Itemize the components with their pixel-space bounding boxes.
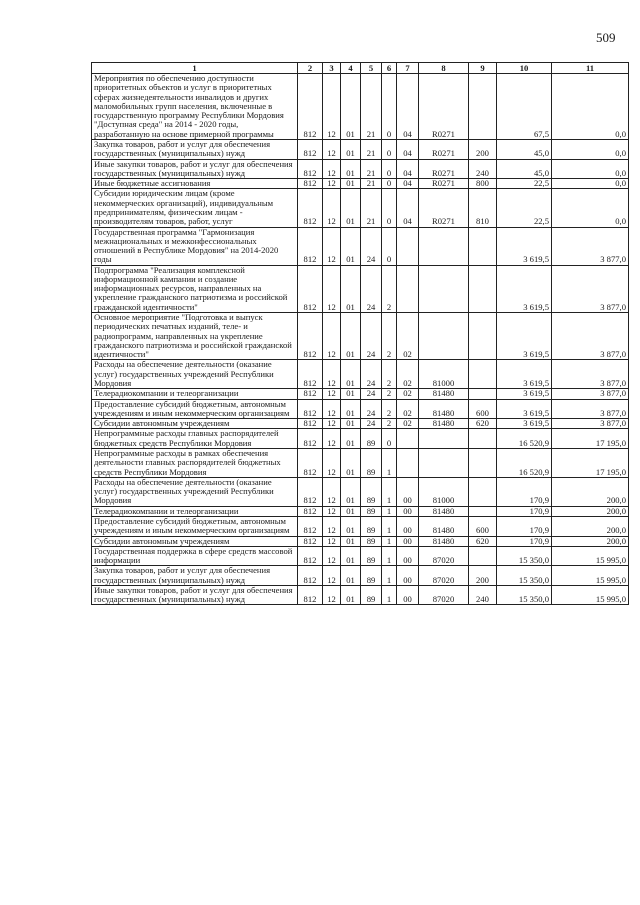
amount-cell: 3 877,0 — [552, 399, 629, 419]
code-cell: 00 — [397, 536, 419, 546]
table-row — [92, 74, 629, 140]
code-cell: 12 — [323, 585, 341, 605]
code-cell: 01 — [341, 189, 361, 227]
amount-cell: 0,0 — [552, 189, 629, 227]
row-name-cell: Предоставление субсидий бюджетным, автономным учреждениям и иным некоммерческим организациям — [92, 516, 298, 536]
code-cell: 81480 — [419, 516, 469, 536]
code-cell: 0 — [382, 74, 397, 140]
code-cell: 240 — [469, 159, 497, 179]
code-cell: 0 — [382, 429, 397, 449]
code-cell: 812 — [298, 546, 323, 566]
code-cell: 89 — [361, 536, 382, 546]
code-cell: 01 — [341, 585, 361, 605]
code-cell: 812 — [298, 189, 323, 227]
amount-cell: 3 619,5 — [497, 227, 552, 265]
amount-cell: 17 195,0 — [552, 448, 629, 477]
code-cell: 810 — [469, 189, 497, 227]
code-cell: 2 — [382, 313, 397, 360]
amount-cell: 3 877,0 — [552, 389, 629, 399]
code-cell: 800 — [469, 179, 497, 189]
column-header: 5 — [361, 63, 382, 74]
code-cell: 0 — [382, 159, 397, 179]
code-cell: 12 — [323, 313, 341, 360]
code-cell: 24 — [361, 360, 382, 389]
code-cell — [397, 265, 419, 312]
table-row — [92, 139, 629, 159]
code-cell: 12 — [323, 74, 341, 140]
code-cell: 12 — [323, 566, 341, 586]
code-cell: 89 — [361, 477, 382, 506]
code-cell — [469, 429, 497, 449]
code-cell: 87020 — [419, 585, 469, 605]
code-cell: 24 — [361, 389, 382, 399]
code-cell: 01 — [341, 227, 361, 265]
amount-cell: 45,0 — [497, 139, 552, 159]
code-cell: 02 — [397, 389, 419, 399]
code-cell: 87020 — [419, 566, 469, 586]
code-cell — [397, 227, 419, 265]
code-cell: 00 — [397, 477, 419, 506]
amount-cell: 45,0 — [497, 159, 552, 179]
table-row — [92, 389, 629, 399]
code-cell — [469, 448, 497, 477]
code-cell: 24 — [361, 227, 382, 265]
code-cell — [469, 265, 497, 312]
header-row — [92, 63, 629, 74]
code-cell: 812 — [298, 419, 323, 429]
code-cell: 24 — [361, 265, 382, 312]
code-cell: 240 — [469, 585, 497, 605]
code-cell: 200 — [469, 566, 497, 586]
amount-cell: 200,0 — [552, 506, 629, 516]
code-cell: 12 — [323, 389, 341, 399]
amount-cell: 0,0 — [552, 159, 629, 179]
code-cell: 812 — [298, 399, 323, 419]
code-cell: 12 — [323, 360, 341, 389]
code-cell: 12 — [323, 399, 341, 419]
code-cell: 812 — [298, 516, 323, 536]
amount-cell: 170,9 — [497, 516, 552, 536]
row-name-cell: Субсидии автономным учреждениям — [92, 419, 298, 429]
column-header: 6 — [382, 63, 397, 74]
code-cell — [469, 477, 497, 506]
code-cell: 01 — [341, 516, 361, 536]
code-cell: 01 — [341, 536, 361, 546]
amount-cell: 15 350,0 — [497, 566, 552, 586]
row-name-cell: Государственная поддержка в сфере средств массовой информации — [92, 546, 298, 566]
code-cell: R0271 — [419, 159, 469, 179]
code-cell — [397, 429, 419, 449]
code-cell: 89 — [361, 506, 382, 516]
row-name-cell: Иные закупки товаров, работ и услуг для обеспечения государственных (муниципальных) нужд — [92, 585, 298, 605]
code-cell: 1 — [382, 448, 397, 477]
amount-cell: 3 877,0 — [552, 313, 629, 360]
code-cell: 89 — [361, 516, 382, 536]
amount-cell: 3 619,5 — [497, 419, 552, 429]
code-cell: 812 — [298, 360, 323, 389]
code-cell: 21 — [361, 179, 382, 189]
amount-cell: 16 520,9 — [497, 448, 552, 477]
code-cell: 01 — [341, 74, 361, 140]
code-cell: 1 — [382, 546, 397, 566]
row-name-cell: Телерадиокомпании и телеорганизации — [92, 389, 298, 399]
code-cell: 89 — [361, 546, 382, 566]
row-name-cell: Подпрограмма "Реализация комплексной информационной кампании и создание информационных ресурсов, направленных на укрепление гражданского патриотизма и российской гражданской идентичности" — [92, 265, 298, 312]
code-cell: 01 — [341, 448, 361, 477]
row-name-cell: Непрограммные расходы главных распорядителей бюджетных средств Республики Мордовия — [92, 429, 298, 449]
code-cell: 620 — [469, 419, 497, 429]
code-cell: 89 — [361, 448, 382, 477]
code-cell: 2 — [382, 265, 397, 312]
code-cell: 00 — [397, 516, 419, 536]
code-cell: 24 — [361, 399, 382, 419]
code-cell: 812 — [298, 536, 323, 546]
table-row — [92, 313, 629, 360]
amount-cell: 3 619,5 — [497, 389, 552, 399]
amount-cell: 200,0 — [552, 516, 629, 536]
code-cell — [469, 227, 497, 265]
code-cell: 812 — [298, 477, 323, 506]
code-cell: 812 — [298, 74, 323, 140]
amount-cell: 17 195,0 — [552, 429, 629, 449]
row-name-cell: Телерадиокомпании и телеорганизации — [92, 506, 298, 516]
amount-cell: 67,5 — [497, 74, 552, 140]
code-cell: 12 — [323, 536, 341, 546]
code-cell — [419, 265, 469, 312]
amount-cell: 3 619,5 — [497, 360, 552, 389]
code-cell: R0271 — [419, 189, 469, 227]
code-cell: 01 — [341, 546, 361, 566]
row-name-cell: Мероприятия по обеспечению доступности приоритетных объектов и услуг в приоритетных сферах жизнедеятельности инвалидов и других маломобильных групп населения, включенные в государственную программу Республики Мордовия "Доступная среда" на 2014 - 2020 годы, разработанную на основе примерной программы — [92, 74, 298, 140]
code-cell — [469, 506, 497, 516]
amount-cell: 3 877,0 — [552, 360, 629, 389]
code-cell: 21 — [361, 74, 382, 140]
amount-cell: 3 877,0 — [552, 265, 629, 312]
code-cell: 81480 — [419, 506, 469, 516]
column-header: 9 — [469, 63, 497, 74]
amount-cell: 200,0 — [552, 536, 629, 546]
table-row — [92, 419, 629, 429]
table-row — [92, 448, 629, 477]
row-name-cell: Субсидии юридическим лицам (кроме некоммерческих организаций), индивидуальным предпринимателям, физическим лицам - производителям товаров, работ, услуг — [92, 189, 298, 227]
code-cell: 21 — [361, 189, 382, 227]
code-cell: 812 — [298, 139, 323, 159]
row-name-cell: Иные закупки товаров, работ и услуг для обеспечения государственных (муниципальных) нужд — [92, 159, 298, 179]
code-cell: 2 — [382, 389, 397, 399]
column-header: 8 — [419, 63, 469, 74]
code-cell: 01 — [341, 506, 361, 516]
amount-cell: 15 995,0 — [552, 585, 629, 605]
code-cell: 12 — [323, 419, 341, 429]
code-cell: 01 — [341, 429, 361, 449]
amount-cell: 3 619,5 — [497, 313, 552, 360]
row-name-cell: Субсидии автономным учреждениям — [92, 536, 298, 546]
code-cell: 81480 — [419, 536, 469, 546]
code-cell: 12 — [323, 139, 341, 159]
code-cell: 12 — [323, 189, 341, 227]
table-row — [92, 585, 629, 605]
code-cell: 812 — [298, 566, 323, 586]
code-cell: 00 — [397, 566, 419, 586]
row-name-cell: Основное мероприятие "Подготовка и выпуск периодических печатных изданий, теле- и радиопрограмм, направленных на укрепление гражданского патриотизма и российской гражданской идентичности" — [92, 313, 298, 360]
code-cell: 2 — [382, 399, 397, 419]
code-cell: 00 — [397, 506, 419, 516]
budget-table — [91, 62, 629, 605]
code-cell: 812 — [298, 313, 323, 360]
code-cell: 01 — [341, 389, 361, 399]
amount-cell: 22,5 — [497, 189, 552, 227]
row-name-cell: Расходы на обеспечение деятельности (оказание услуг) государственных учреждений Республики Мордовия — [92, 477, 298, 506]
code-cell: 600 — [469, 399, 497, 419]
code-cell: 01 — [341, 139, 361, 159]
table-row — [92, 516, 629, 536]
table-row — [92, 159, 629, 179]
code-cell: 04 — [397, 74, 419, 140]
code-cell: 12 — [323, 546, 341, 566]
code-cell: 04 — [397, 189, 419, 227]
column-header: 1 — [92, 63, 298, 74]
code-cell: 812 — [298, 585, 323, 605]
table-row — [92, 546, 629, 566]
code-cell: 01 — [341, 265, 361, 312]
code-cell: 04 — [397, 139, 419, 159]
code-cell: 01 — [341, 419, 361, 429]
code-cell: 87020 — [419, 546, 469, 566]
code-cell: 812 — [298, 506, 323, 516]
code-cell: 12 — [323, 429, 341, 449]
code-cell — [469, 389, 497, 399]
code-cell — [419, 448, 469, 477]
code-cell — [397, 448, 419, 477]
code-cell: 89 — [361, 566, 382, 586]
code-cell — [469, 546, 497, 566]
row-name-cell: Иные бюджетные ассигнования — [92, 179, 298, 189]
amount-cell: 15 350,0 — [497, 546, 552, 566]
code-cell: 00 — [397, 546, 419, 566]
code-cell: 01 — [341, 360, 361, 389]
code-cell: 81480 — [419, 389, 469, 399]
column-header: 4 — [341, 63, 361, 74]
amount-cell: 0,0 — [552, 139, 629, 159]
code-cell: 812 — [298, 265, 323, 312]
code-cell: 01 — [341, 179, 361, 189]
code-cell: 1 — [382, 516, 397, 536]
column-header: 2 — [298, 63, 323, 74]
code-cell: 1 — [382, 506, 397, 516]
code-cell: 12 — [323, 179, 341, 189]
amount-cell: 170,9 — [497, 536, 552, 546]
row-name-cell: Государственная программа "Гармонизация межнациональных и межконфессиональных отношений в Республике Мордовия" на 2014-2020 годы — [92, 227, 298, 265]
code-cell: 1 — [382, 477, 397, 506]
code-cell: 0 — [382, 227, 397, 265]
row-name-cell: Предоставление субсидий бюджетным, автономным учреждениям и иным некоммерческим организациям — [92, 399, 298, 419]
table-row — [92, 477, 629, 506]
code-cell: 00 — [397, 585, 419, 605]
code-cell: 2 — [382, 360, 397, 389]
code-cell: R0271 — [419, 179, 469, 189]
code-cell: 12 — [323, 516, 341, 536]
table-row — [92, 399, 629, 419]
code-cell: 01 — [341, 566, 361, 586]
amount-cell: 15 350,0 — [497, 585, 552, 605]
amount-cell: 170,9 — [497, 506, 552, 516]
table-row — [92, 506, 629, 516]
code-cell: R0271 — [419, 74, 469, 140]
code-cell — [469, 74, 497, 140]
table-row — [92, 360, 629, 389]
code-cell: 1 — [382, 536, 397, 546]
table-row — [92, 566, 629, 586]
amount-cell: 0,0 — [552, 74, 629, 140]
code-cell: 812 — [298, 179, 323, 189]
code-cell — [419, 429, 469, 449]
table-row — [92, 179, 629, 189]
table-row — [92, 429, 629, 449]
table-row — [92, 227, 629, 265]
amount-cell: 15 995,0 — [552, 546, 629, 566]
code-cell: 24 — [361, 313, 382, 360]
code-cell: 0 — [382, 189, 397, 227]
row-name-cell: Расходы на обеспечение деятельности (оказание услуг) государственных учреждений Республики Мордовия — [92, 360, 298, 389]
code-cell: 89 — [361, 585, 382, 605]
code-cell: 0 — [382, 179, 397, 189]
code-cell: 200 — [469, 139, 497, 159]
code-cell: 02 — [397, 399, 419, 419]
table-row — [92, 536, 629, 546]
amount-cell: 15 995,0 — [552, 566, 629, 586]
code-cell: R0271 — [419, 139, 469, 159]
code-cell: 1 — [382, 566, 397, 586]
code-cell: 81000 — [419, 477, 469, 506]
code-cell: 01 — [341, 399, 361, 419]
code-cell: 01 — [341, 159, 361, 179]
code-cell: 02 — [397, 313, 419, 360]
code-cell: 12 — [323, 477, 341, 506]
amount-cell: 200,0 — [552, 477, 629, 506]
table-row — [92, 265, 629, 312]
code-cell: 620 — [469, 536, 497, 546]
code-cell: 812 — [298, 389, 323, 399]
amount-cell: 16 520,9 — [497, 429, 552, 449]
code-cell: 12 — [323, 506, 341, 516]
amount-cell: 170,9 — [497, 477, 552, 506]
code-cell: 04 — [397, 179, 419, 189]
table-row — [92, 189, 629, 227]
code-cell: 02 — [397, 419, 419, 429]
code-cell: 12 — [323, 448, 341, 477]
code-cell: 04 — [397, 159, 419, 179]
code-cell: 812 — [298, 227, 323, 265]
code-cell: 812 — [298, 429, 323, 449]
code-cell: 12 — [323, 265, 341, 312]
row-name-cell: Закупка товаров, работ и услуг для обеспечения государственных (муниципальных) нужд — [92, 139, 298, 159]
code-cell: 01 — [341, 313, 361, 360]
column-header: 3 — [323, 63, 341, 74]
code-cell: 21 — [361, 159, 382, 179]
code-cell — [419, 313, 469, 360]
code-cell: 01 — [341, 477, 361, 506]
amount-cell: 3 877,0 — [552, 227, 629, 265]
column-header: 7 — [397, 63, 419, 74]
page-number: 509 — [596, 30, 616, 45]
amount-cell: 22,5 — [497, 179, 552, 189]
column-header: 10 — [497, 63, 552, 74]
amount-cell: 3 877,0 — [552, 419, 629, 429]
code-cell: 12 — [323, 159, 341, 179]
code-cell: 89 — [361, 429, 382, 449]
code-cell: 2 — [382, 419, 397, 429]
code-cell: 81000 — [419, 360, 469, 389]
code-cell: 600 — [469, 516, 497, 536]
code-cell: 1 — [382, 585, 397, 605]
code-cell: 812 — [298, 448, 323, 477]
code-cell — [469, 313, 497, 360]
code-cell: 24 — [361, 419, 382, 429]
code-cell: 812 — [298, 159, 323, 179]
row-name-cell: Непрограммные расходы в рамках обеспечения деятельности главных распорядителей бюджетных средств Республики Мордовия — [92, 448, 298, 477]
code-cell: 0 — [382, 139, 397, 159]
amount-cell: 0,0 — [552, 179, 629, 189]
code-cell — [419, 227, 469, 265]
code-cell — [469, 360, 497, 389]
row-name-cell: Закупка товаров, работ и услуг для обеспечения государственных (муниципальных) нужд — [92, 566, 298, 586]
code-cell: 21 — [361, 139, 382, 159]
amount-cell: 3 619,5 — [497, 399, 552, 419]
code-cell: 12 — [323, 227, 341, 265]
amount-cell: 3 619,5 — [497, 265, 552, 312]
code-cell: 81480 — [419, 399, 469, 419]
code-cell: 81480 — [419, 419, 469, 429]
column-header: 11 — [552, 63, 629, 74]
code-cell: 02 — [397, 360, 419, 389]
